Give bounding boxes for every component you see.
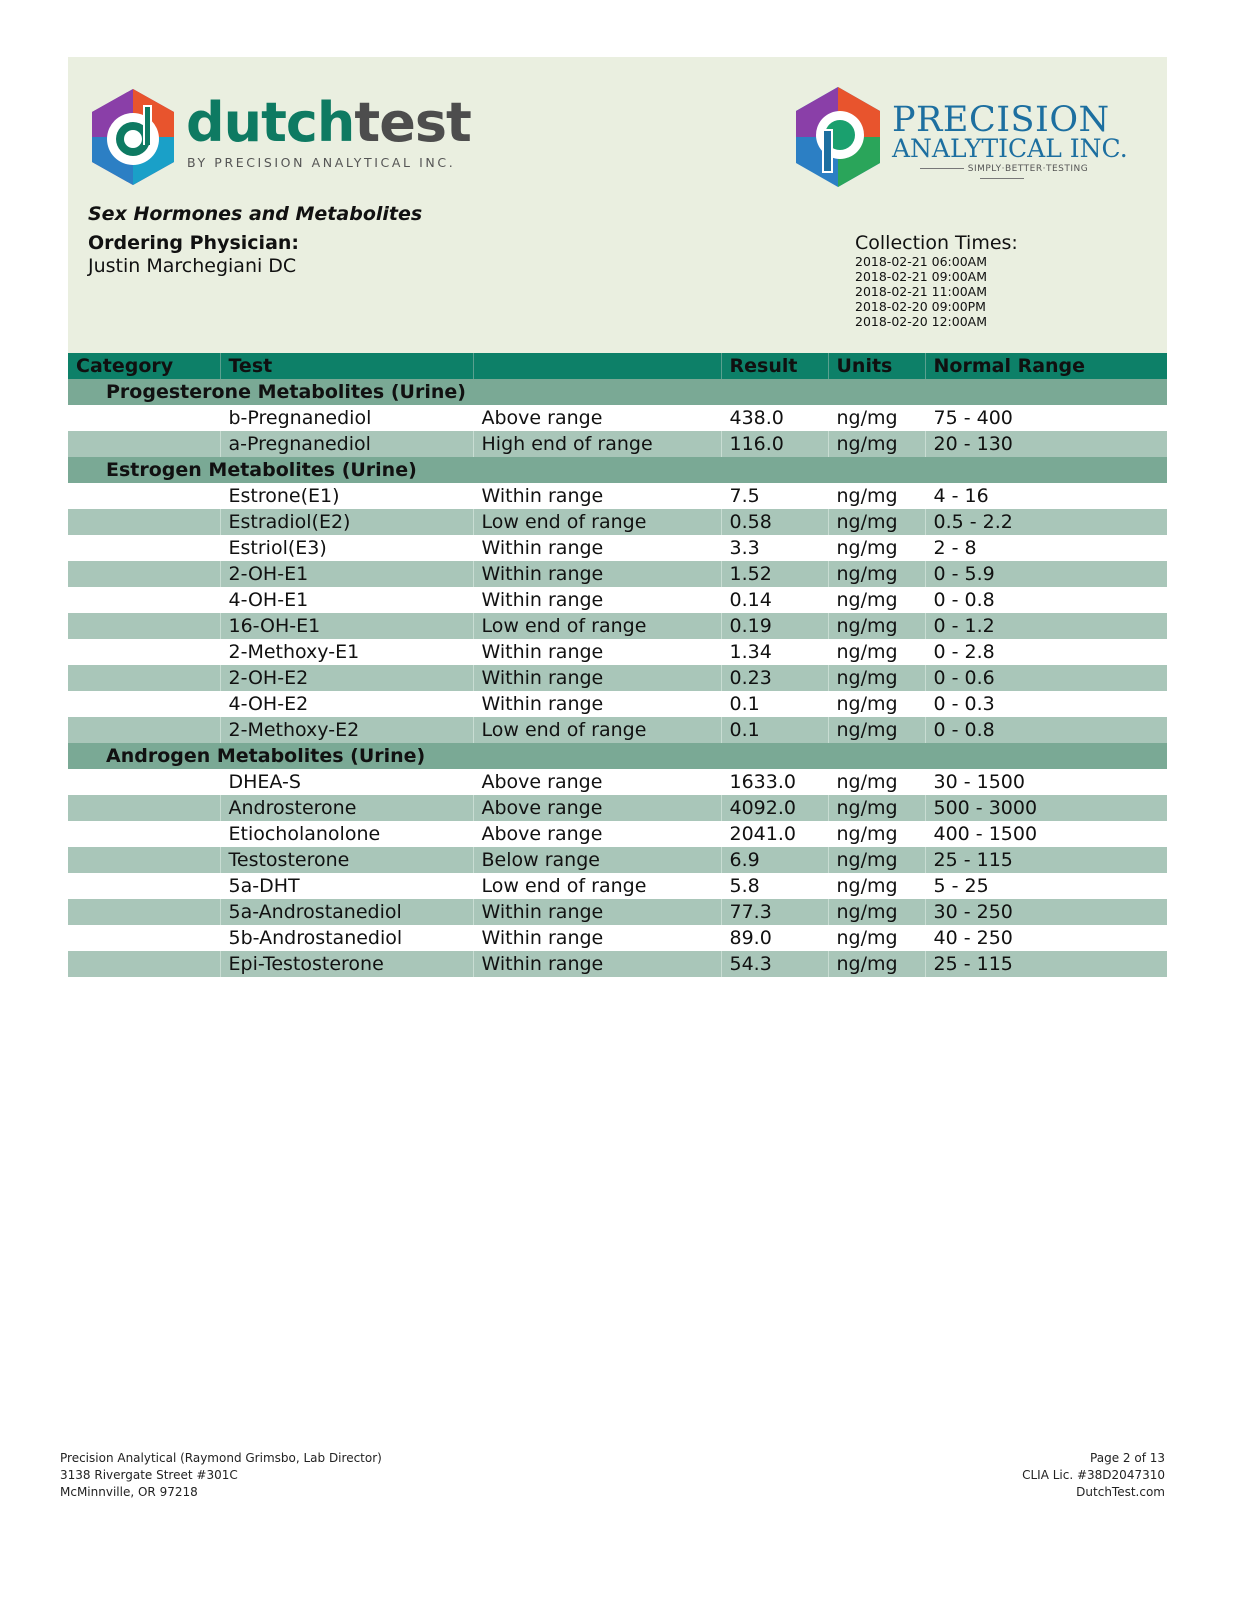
table-row <box>68 847 1167 873</box>
normal-range: 0 - 1.2 <box>925 613 1167 639</box>
result-units: ng/mg <box>828 899 925 925</box>
result-value: 5.8 <box>721 873 828 899</box>
result-status: Within range <box>473 925 721 951</box>
normal-range: 40 - 250 <box>925 925 1167 951</box>
table-row <box>68 821 1167 847</box>
normal-range: 5 - 25 <box>925 873 1167 899</box>
result-value: 0.1 <box>721 717 828 743</box>
category-cell <box>68 639 220 665</box>
report-title: Sex Hormones and Metabolites <box>88 203 423 225</box>
result-units: ng/mg <box>828 769 925 795</box>
footer-city: McMinnville, OR 97218 <box>60 1485 198 1499</box>
normal-range: 0 - 0.6 <box>925 665 1167 691</box>
result-units: ng/mg <box>828 613 925 639</box>
test-name: 2-Methoxy-E2 <box>220 717 473 743</box>
category-cell <box>68 509 220 535</box>
normal-range: 2 - 8 <box>925 535 1167 561</box>
table-row <box>68 899 1167 925</box>
normal-range: 25 - 115 <box>925 847 1167 873</box>
category-cell <box>68 717 220 743</box>
footer-address: 3138 Rivergate Street #301C <box>60 1468 238 1482</box>
normal-range: 0 - 0.8 <box>925 717 1167 743</box>
table-row <box>68 561 1167 587</box>
column-header-units: Units <box>828 353 925 379</box>
result-units: ng/mg <box>828 639 925 665</box>
test-name: b-Pregnanediol <box>220 405 473 431</box>
precision-analytical-logo <box>792 85 1132 195</box>
result-units: ng/mg <box>828 847 925 873</box>
footer-page-info <box>1022 1450 1165 1501</box>
test-name: 2-OH-E2 <box>220 665 473 691</box>
normal-range: 25 - 115 <box>925 951 1167 977</box>
category-cell <box>68 925 220 951</box>
collection-time: 2018-02-21 09:00AM <box>855 269 987 284</box>
column-header-test: Test <box>220 353 473 379</box>
normal-range: 0 - 0.3 <box>925 691 1167 717</box>
result-value: 3.3 <box>721 535 828 561</box>
column-header-status <box>473 353 721 379</box>
category-cell <box>68 613 220 639</box>
result-units: ng/mg <box>828 665 925 691</box>
result-status: Within range <box>473 899 721 925</box>
result-status: Low end of range <box>473 509 721 535</box>
result-value: 1.52 <box>721 561 828 587</box>
table-row <box>68 509 1167 535</box>
category-cell <box>68 535 220 561</box>
test-name: 2-OH-E1 <box>220 561 473 587</box>
normal-range: 30 - 250 <box>925 899 1167 925</box>
category-cell <box>68 795 220 821</box>
test-name: 5b-Androstanediol <box>220 925 473 951</box>
clia-license: CLIA Lic. #38D2047310 <box>1022 1468 1165 1482</box>
precision-wordmark-line2: ANALYTICAL INC. <box>892 134 1128 163</box>
table-row <box>68 769 1167 795</box>
normal-range: 75 - 400 <box>925 405 1167 431</box>
result-units: ng/mg <box>828 509 925 535</box>
result-value: 1633.0 <box>721 769 828 795</box>
category-cell <box>68 821 220 847</box>
result-value: 7.5 <box>721 483 828 509</box>
table-row <box>68 717 1167 743</box>
category-name: Estrogen Metabolites (Urine) <box>68 457 1167 483</box>
footer-lab-info <box>60 1450 382 1501</box>
result-status: Low end of range <box>473 873 721 899</box>
table-row <box>68 535 1167 561</box>
results-table <box>68 353 1167 977</box>
precision-tagline: SIMPLY·BETTER·TESTING <box>892 164 1112 184</box>
table-row <box>68 431 1167 457</box>
result-status: Above range <box>473 795 721 821</box>
table-row <box>68 483 1167 509</box>
result-status: Low end of range <box>473 613 721 639</box>
result-status: Within range <box>473 665 721 691</box>
result-value: 0.19 <box>721 613 828 639</box>
table-row <box>68 405 1167 431</box>
result-status: Low end of range <box>473 717 721 743</box>
result-units: ng/mg <box>828 925 925 951</box>
normal-range: 0 - 2.8 <box>925 639 1167 665</box>
normal-range: 500 - 3000 <box>925 795 1167 821</box>
table-row <box>68 925 1167 951</box>
table-row <box>68 613 1167 639</box>
category-cell <box>68 769 220 795</box>
normal-range: 4 - 16 <box>925 483 1167 509</box>
physician-name: Justin Marchegiani DC <box>88 255 297 277</box>
report-header <box>68 57 1167 353</box>
precision-wordmark-line1: PRECISION <box>892 100 1110 140</box>
result-status: Within range <box>473 691 721 717</box>
category-cell <box>68 899 220 925</box>
test-name: Etiocholanolone <box>220 821 473 847</box>
result-value: 77.3 <box>721 899 828 925</box>
category-cell <box>68 405 220 431</box>
website: DutchTest.com <box>1076 1485 1165 1499</box>
table-row <box>68 795 1167 821</box>
category-cell <box>68 431 220 457</box>
result-units: ng/mg <box>828 717 925 743</box>
category-cell <box>68 665 220 691</box>
test-name: 4-OH-E2 <box>220 691 473 717</box>
category-cell <box>68 483 220 509</box>
table-row <box>68 691 1167 717</box>
result-status: Within range <box>473 587 721 613</box>
test-name: 16-OH-E1 <box>220 613 473 639</box>
table-header-row <box>68 353 1167 379</box>
result-units: ng/mg <box>828 951 925 977</box>
column-header-result: Result <box>721 353 828 379</box>
test-name: Estradiol(E2) <box>220 509 473 535</box>
category-cell <box>68 873 220 899</box>
category-cell <box>68 847 220 873</box>
normal-range: 0.5 - 2.2 <box>925 509 1167 535</box>
result-value: 0.58 <box>721 509 828 535</box>
dutchtest-byline: BY PRECISION ANALYTICAL INC. <box>187 155 456 170</box>
category-row <box>68 379 1167 405</box>
result-units: ng/mg <box>828 535 925 561</box>
result-status: Above range <box>473 405 721 431</box>
dutchtest-hexagon-icon <box>88 87 178 187</box>
normal-range: 400 - 1500 <box>925 821 1167 847</box>
result-units: ng/mg <box>828 405 925 431</box>
category-cell <box>68 691 220 717</box>
table-row <box>68 587 1167 613</box>
category-name: Progesterone Metabolites (Urine) <box>68 379 1167 405</box>
result-value: 4092.0 <box>721 795 828 821</box>
category-row <box>68 743 1167 769</box>
test-name: DHEA-S <box>220 769 473 795</box>
collection-time: 2018-02-21 11:00AM <box>855 284 987 299</box>
result-value: 116.0 <box>721 431 828 457</box>
normal-range: 0 - 5.9 <box>925 561 1167 587</box>
result-status: Within range <box>473 951 721 977</box>
category-cell <box>68 587 220 613</box>
table-row <box>68 873 1167 899</box>
table-row <box>68 639 1167 665</box>
table-row <box>68 951 1167 977</box>
collection-time: 2018-02-20 12:00AM <box>855 314 987 329</box>
dutchtest-logo <box>88 87 471 187</box>
result-status: Within range <box>473 561 721 587</box>
category-cell <box>68 561 220 587</box>
collection-time: 2018-02-21 06:00AM <box>855 254 987 269</box>
result-value: 0.1 <box>721 691 828 717</box>
test-name: 5a-DHT <box>220 873 473 899</box>
result-status: Above range <box>473 821 721 847</box>
test-name: a-Pregnanediol <box>220 431 473 457</box>
results-body <box>68 379 1167 977</box>
test-name: Estriol(E3) <box>220 535 473 561</box>
result-units: ng/mg <box>828 873 925 899</box>
normal-range: 20 - 130 <box>925 431 1167 457</box>
precision-hexagon-icon <box>792 85 884 189</box>
category-row <box>68 457 1167 483</box>
test-name: 2-Methoxy-E1 <box>220 639 473 665</box>
normal-range: 0 - 0.8 <box>925 587 1167 613</box>
test-name: 5a-Androstanediol <box>220 899 473 925</box>
column-header-normal-range: Normal Range <box>925 353 1167 379</box>
result-units: ng/mg <box>828 431 925 457</box>
result-units: ng/mg <box>828 561 925 587</box>
result-units: ng/mg <box>828 587 925 613</box>
result-value: 438.0 <box>721 405 828 431</box>
result-units: ng/mg <box>828 691 925 717</box>
result-value: 54.3 <box>721 951 828 977</box>
result-units: ng/mg <box>828 795 925 821</box>
collection-times <box>855 232 1018 329</box>
column-header-category: Category <box>68 353 220 379</box>
table-row <box>68 665 1167 691</box>
result-status: Within range <box>473 535 721 561</box>
result-status: Above range <box>473 769 721 795</box>
result-value: 0.23 <box>721 665 828 691</box>
test-name: Androsterone <box>220 795 473 821</box>
result-units: ng/mg <box>828 821 925 847</box>
physician-label: Ordering Physician: <box>88 232 300 254</box>
collection-time: 2018-02-20 09:00PM <box>855 299 986 314</box>
test-name: Testosterone <box>220 847 473 873</box>
result-value: 2041.0 <box>721 821 828 847</box>
test-name: Epi-Testosterone <box>220 951 473 977</box>
result-units: ng/mg <box>828 483 925 509</box>
category-cell <box>68 951 220 977</box>
page-number: Page 2 of 13 <box>1090 1451 1165 1465</box>
footer-lab-director: Precision Analytical (Raymond Grimsbo, Lab Director) <box>60 1451 382 1465</box>
result-status: Within range <box>473 483 721 509</box>
result-value: 1.34 <box>721 639 828 665</box>
result-value: 6.9 <box>721 847 828 873</box>
result-status: Within range <box>473 639 721 665</box>
result-value: 0.14 <box>721 587 828 613</box>
collection-times-label: Collection Times: <box>855 232 1018 254</box>
test-name: 4-OH-E1 <box>220 587 473 613</box>
normal-range: 30 - 1500 <box>925 769 1167 795</box>
category-name: Androgen Metabolites (Urine) <box>68 743 1167 769</box>
result-value: 89.0 <box>721 925 828 951</box>
dutchtest-wordmark: dutchtest <box>186 91 471 154</box>
test-name: Estrone(E1) <box>220 483 473 509</box>
result-status: Below range <box>473 847 721 873</box>
result-status: High end of range <box>473 431 721 457</box>
